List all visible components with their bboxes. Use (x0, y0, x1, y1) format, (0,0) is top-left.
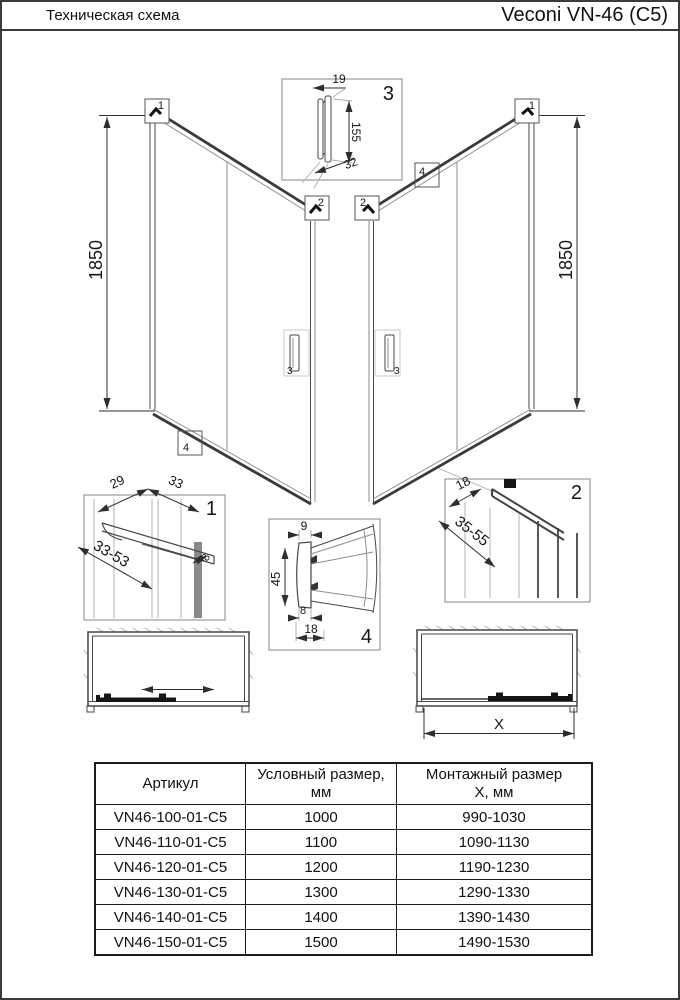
table-row (95, 930, 592, 956)
handle-icon (385, 335, 394, 371)
dim-155: 155 (349, 121, 363, 143)
table-row (95, 880, 592, 905)
roller (551, 693, 558, 697)
table-header-row (95, 763, 592, 805)
size-cell: 1000 (246, 805, 397, 830)
mount-cell: 1490-1530 (397, 930, 593, 956)
callout-4-label: 4 (183, 442, 190, 454)
dim-9: 9 (300, 519, 308, 533)
wall-bracket (504, 479, 516, 488)
callout-3-label: 3 (394, 366, 400, 377)
size-table (94, 762, 593, 956)
height-dim-right: 1850 (556, 239, 576, 281)
size-cell: 1100 (246, 830, 397, 855)
article-cell: VN46-110-01-C5 (95, 830, 246, 855)
dim-8: 8 (299, 605, 307, 617)
dim-33-53: 33-53 (90, 537, 133, 572)
callout-3-label: 3 (287, 366, 293, 377)
detail-2-label: 2 (570, 482, 582, 504)
header-nominal-size (246, 763, 397, 805)
table-row (95, 830, 592, 855)
article-cell: VN46-100-01-C5 (95, 805, 246, 830)
plan-view-right (413, 626, 581, 739)
callout-1-label: 1 (157, 100, 164, 112)
table-row (95, 805, 592, 830)
size-cell: 1400 (246, 905, 397, 930)
callout-2-label: 2 (317, 197, 324, 209)
dim-45: 45 (268, 571, 283, 587)
product-model: Veconi VN-46 (C5) (501, 4, 668, 26)
detail-1-label: 1 (205, 498, 217, 520)
table-row (95, 855, 592, 880)
detail-4-label: 4 (360, 626, 372, 648)
dim-32: 32 (341, 154, 360, 173)
sliding-door-plan (96, 698, 176, 703)
detail-3-label: 3 (382, 83, 394, 105)
article-cell: VN46-120-01-C5 (95, 855, 246, 880)
roller (104, 694, 111, 698)
dim-18: 18 (452, 473, 473, 494)
height-dim-left: 1850 (86, 239, 106, 281)
size-cell: 1500 (246, 930, 397, 956)
mount-cell: 990-1030 (397, 805, 593, 830)
roller (496, 693, 503, 697)
detail-1-box (78, 472, 225, 620)
header-article: Артикул (95, 763, 246, 805)
dim-19: 19 (332, 72, 346, 86)
size-cell: 1200 (246, 855, 397, 880)
dim-8: 8 (199, 552, 214, 564)
header-line: Условный размер, (257, 766, 385, 783)
header-line: мм (310, 784, 332, 801)
callout-1-label: 1 (528, 100, 535, 112)
callout-4-label: 4 (419, 166, 426, 178)
detail-4-box (268, 519, 380, 650)
article-cell: VN46-150-01-C5 (95, 930, 246, 956)
detail-3-box (282, 72, 402, 188)
mount-cell: 1090-1130 (397, 830, 593, 855)
article-cell: VN46-140-01-C5 (95, 905, 246, 930)
dim-18: 18 (304, 622, 318, 636)
header-line: Х, мм (474, 784, 514, 801)
plan-view-left (84, 628, 253, 712)
dim-33: 33 (166, 472, 186, 492)
sliding-door-plan (488, 696, 572, 701)
size-cell: 1300 (246, 880, 397, 905)
header-mounting-size (397, 763, 593, 805)
callout-2-label: 2 (360, 197, 367, 209)
mount-cell: 1190-1230 (397, 855, 593, 880)
mount-cell: 1290-1330 (397, 880, 593, 905)
mount-cell: 1390-1430 (397, 905, 593, 930)
article-cell: VN46-130-01-C5 (95, 880, 246, 905)
roller (159, 694, 166, 698)
detail-2-box (438, 468, 590, 602)
table-row (95, 905, 592, 930)
sheet-title: Техническая схема (46, 7, 180, 24)
dim-35-55: 35-55 (451, 512, 493, 550)
mounting-width-x-label: X (493, 716, 505, 733)
header-line: Монтажный размер (425, 766, 563, 783)
dim-29: 29 (107, 472, 127, 492)
